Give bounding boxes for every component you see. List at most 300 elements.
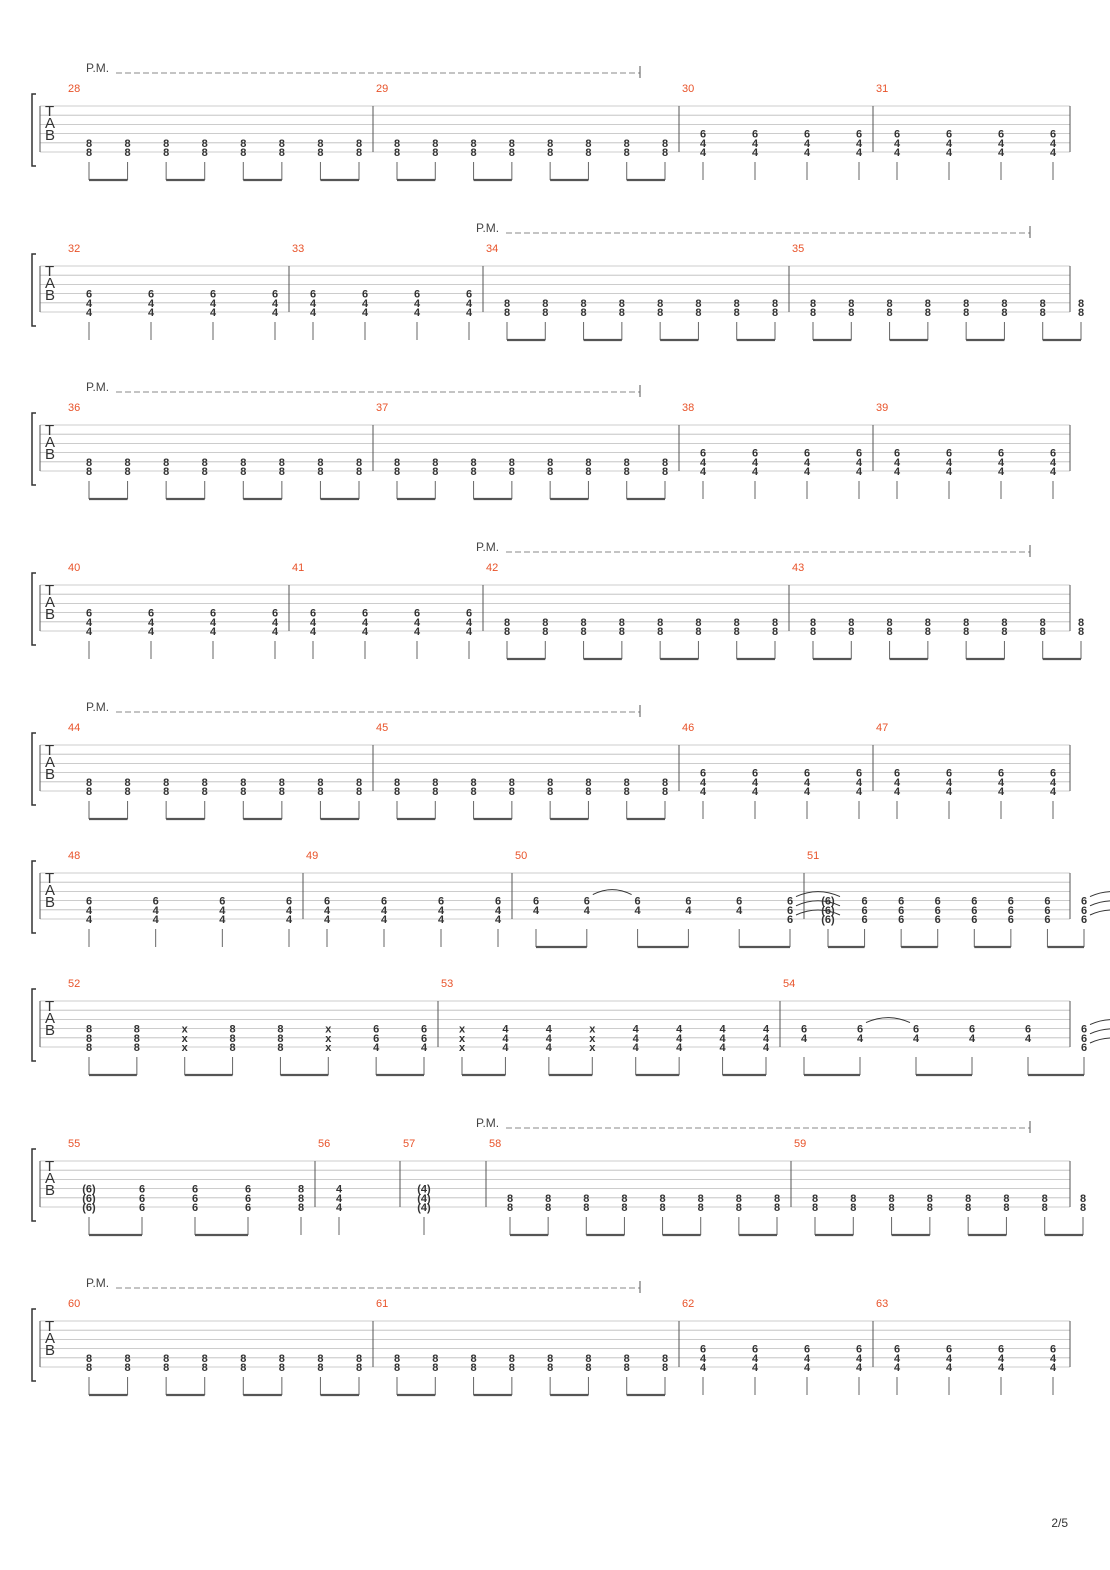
fret-number: 6 — [420, 1023, 428, 1036]
fret-number: 6 — [85, 895, 93, 908]
fret-number: 4 — [997, 466, 1005, 478]
fret-number: 8 — [733, 626, 740, 638]
fret-number: 8 — [317, 456, 324, 469]
tab-clef-letter: T — [45, 582, 55, 599]
tab-clef-letter: A — [45, 882, 56, 899]
fret-number: 8 — [547, 456, 554, 469]
fret-number: (6) — [821, 914, 835, 926]
fret-number: 4 — [945, 1362, 953, 1374]
fret-number: 4 — [335, 1192, 343, 1205]
fret-number: 4 — [147, 626, 155, 638]
fret-number: 8 — [163, 1362, 170, 1374]
fret-number: 4 — [751, 786, 759, 798]
fret-number: 6 — [968, 1023, 976, 1036]
fret-number: 8 — [393, 147, 401, 159]
fret-number: 4 — [465, 307, 473, 319]
fret-number: 6 — [893, 767, 901, 780]
measure-number: 56 — [318, 1138, 331, 1150]
fret-number: 8 — [585, 137, 592, 150]
measure-number: 57 — [403, 1138, 416, 1150]
tab-clef-letter: T — [45, 742, 55, 759]
tie-arc — [866, 1018, 910, 1023]
fret-number: 6 — [413, 607, 421, 620]
fret-number: 6 — [945, 447, 953, 460]
fret-number: 6 — [1024, 1023, 1032, 1036]
tab-system — [32, 221, 1084, 340]
fret-number: 6 — [893, 128, 901, 141]
fret-number: 4 — [893, 147, 901, 159]
fret-number: 8 — [317, 147, 324, 159]
fret-number: 8 — [503, 297, 511, 310]
fret-number: 4 — [85, 307, 93, 319]
fret-number: 4 — [945, 1352, 953, 1365]
fret-number: 8 — [240, 776, 247, 789]
fret-number: 4 — [699, 137, 707, 150]
fret-number: 8 — [503, 307, 511, 319]
fret-number: 8 — [850, 1202, 857, 1214]
fret-number: x — [589, 1042, 596, 1054]
tab-clef-letter: B — [45, 766, 56, 783]
fret-number: 8 — [661, 147, 669, 159]
fret-number: 8 — [771, 626, 779, 638]
fret-number: 4 — [676, 1023, 683, 1036]
tab-system — [32, 380, 1070, 499]
fret-number: 4 — [762, 1042, 770, 1054]
fret-number: 4 — [893, 137, 901, 150]
fret-number: 6 — [309, 288, 317, 301]
fret-number: 8 — [297, 1183, 305, 1196]
fret-number: 4 — [465, 626, 473, 638]
fret-number: 8 — [659, 1192, 666, 1205]
fret-number: 4 — [545, 1023, 552, 1036]
fret-number: 8 — [695, 616, 702, 629]
fret-number: 8 — [163, 466, 170, 478]
palm-mute-label: P.M. — [86, 700, 110, 714]
fret-number: (4) — [417, 1202, 431, 1214]
tab-clef-letter: A — [45, 1330, 56, 1347]
fret-number: 6 — [699, 767, 707, 780]
fret-number: (4) — [417, 1183, 431, 1196]
fret-number: 8 — [735, 1202, 742, 1214]
fret-number: 8 — [965, 1192, 972, 1205]
fret-number: 6 — [912, 1023, 920, 1036]
fret-number: 6 — [855, 767, 863, 780]
fret-number: 8 — [163, 137, 170, 150]
fret-number: 8 — [432, 137, 439, 150]
fret-number: 8 — [278, 137, 285, 150]
system-bracket — [32, 989, 36, 1061]
fret-number: 6 — [997, 767, 1005, 780]
fret-number: 6 — [856, 1023, 864, 1036]
fret-number: 8 — [201, 786, 208, 798]
fret-number: 8 — [393, 776, 401, 789]
fret-number: 8 — [278, 147, 285, 159]
tab-system — [32, 1276, 1070, 1395]
fret-number: 8 — [133, 1023, 140, 1036]
fret-number: 4 — [413, 626, 421, 638]
fret-number: 4 — [803, 466, 811, 478]
page-number: 2/5 — [1051, 1516, 1068, 1530]
fret-number: x — [458, 1023, 466, 1036]
fret-number: 8 — [124, 147, 131, 159]
fret-number: 8 — [470, 137, 477, 150]
fret-number: 4 — [945, 137, 953, 150]
fret-number: 8 — [545, 1192, 552, 1205]
fret-number: 6 — [1044, 904, 1051, 917]
fret-number: 8 — [580, 307, 587, 319]
fret-number: 8 — [85, 1362, 93, 1374]
fret-number: 8 — [657, 297, 664, 310]
fret-number: 4 — [945, 466, 953, 478]
fret-number: 8 — [355, 466, 363, 478]
fret-number: 8 — [201, 1352, 208, 1365]
palm-mute-label: P.M. — [476, 540, 500, 554]
fret-number: 8 — [508, 1362, 515, 1374]
fret-number: 6 — [138, 1202, 146, 1214]
fret-number: x — [325, 1023, 332, 1036]
fret-number: 4 — [494, 904, 502, 917]
fret-number: 6 — [465, 288, 473, 301]
fret-number: 4 — [309, 626, 317, 638]
measure-number: 41 — [292, 562, 305, 574]
fret-number: 4 — [532, 904, 540, 917]
fret-number: 8 — [542, 297, 549, 310]
fret-number: 8 — [201, 466, 208, 478]
fret-number: 4 — [699, 466, 707, 478]
tab-system — [32, 700, 1070, 819]
system-bracket — [32, 861, 36, 933]
tab-clef-letter: B — [45, 446, 56, 463]
fret-number: 8 — [771, 307, 779, 319]
fret-number: 4 — [751, 466, 759, 478]
fret-number: 4 — [751, 1362, 759, 1374]
tab-clef-letter: A — [45, 1170, 56, 1187]
fret-number: 4 — [271, 626, 279, 638]
fret-number: 8 — [163, 786, 170, 798]
fret-number: 8 — [926, 1202, 933, 1214]
fret-number: 6 — [699, 1343, 707, 1356]
fret-number: 8 — [965, 1202, 972, 1214]
fret-number: 6 — [1049, 767, 1057, 780]
fret-number: 4 — [751, 147, 759, 159]
fret-number: 8 — [773, 1202, 781, 1214]
fret-number: 8 — [886, 307, 893, 319]
fret-number: 6 — [861, 904, 868, 917]
fret-number: 4 — [800, 1032, 808, 1045]
measure-number: 50 — [515, 850, 528, 862]
fret-number: 8 — [1039, 297, 1046, 310]
fret-number: 8 — [924, 626, 931, 638]
fret-number: 8 — [1079, 1192, 1087, 1205]
fret-number: 6 — [1049, 1343, 1057, 1356]
fret-number: 4 — [997, 456, 1005, 469]
fret-number: 4 — [309, 307, 317, 319]
fret-number: 6 — [309, 607, 317, 620]
fret-number: 4 — [945, 776, 953, 789]
fret-number: 8 — [963, 626, 970, 638]
fret-number: 8 — [508, 1352, 515, 1365]
fret-number: 6 — [699, 447, 707, 460]
fret-number: 8 — [355, 776, 363, 789]
fret-number: 8 — [229, 1032, 236, 1045]
fret-number: 4 — [945, 456, 953, 469]
fret-number: 4 — [1049, 456, 1057, 469]
fret-number: 6 — [699, 128, 707, 141]
fret-number: 8 — [278, 456, 285, 469]
fret-number: 8 — [924, 307, 931, 319]
fret-number: 6 — [855, 1343, 863, 1356]
fret-number: 6 — [945, 767, 953, 780]
fret-number: 6 — [898, 895, 905, 908]
measure-number: 59 — [794, 1138, 807, 1150]
palm-mute-label: P.M. — [86, 1276, 110, 1290]
fret-number: 8 — [888, 1192, 895, 1205]
measure-number: 42 — [486, 562, 499, 574]
fret-number: x — [325, 1032, 332, 1045]
fret-number: 8 — [848, 616, 855, 629]
fret-number: 8 — [621, 1202, 628, 1214]
fret-number: 6 — [786, 895, 794, 908]
fret-number: 8 — [547, 786, 554, 798]
fret-number: 8 — [886, 626, 893, 638]
measure-number: 55 — [68, 1138, 81, 1150]
fret-number: 4 — [1024, 1032, 1032, 1045]
fret-number: 6 — [413, 288, 421, 301]
fret-number: 8 — [618, 307, 625, 319]
fret-number: 8 — [542, 616, 549, 629]
fret-number: 8 — [661, 786, 669, 798]
fret-number: 8 — [695, 307, 702, 319]
tab-clef-letter: A — [45, 754, 56, 771]
fret-number: 8 — [85, 1032, 93, 1045]
fret-number: 8 — [585, 1352, 592, 1365]
fret-number: 4 — [413, 297, 421, 310]
fret-number: 8 — [470, 147, 477, 159]
fret-number: 8 — [470, 1352, 477, 1365]
fret-number: 4 — [465, 616, 473, 629]
fret-number: 4 — [803, 147, 811, 159]
fret-number: 8 — [124, 1352, 131, 1365]
fret-number: 8 — [1077, 307, 1085, 319]
fret-number: 8 — [623, 137, 630, 150]
fret-number: 4 — [699, 456, 707, 469]
fret-number: 4 — [893, 1352, 901, 1365]
measure-number: 60 — [68, 1298, 81, 1310]
fret-number: 8 — [585, 776, 592, 789]
fret-number: 8 — [773, 1192, 781, 1205]
measure-number: 63 — [876, 1298, 889, 1310]
fret-number: 6 — [494, 895, 502, 908]
fret-number: 8 — [470, 786, 477, 798]
fret-number: 6 — [803, 767, 811, 780]
fret-number: 6 — [1007, 914, 1014, 926]
fret-number: 8 — [1003, 1202, 1010, 1214]
fret-number: 4 — [632, 1042, 639, 1054]
fret-number: 4 — [751, 1352, 759, 1365]
fret-number: 8 — [124, 456, 131, 469]
fret-number: 4 — [271, 616, 279, 629]
fret-number: 4 — [373, 1042, 380, 1054]
tab-clef-letter: A — [45, 115, 56, 132]
fret-number: 6 — [861, 895, 868, 908]
measure-number: 52 — [68, 978, 81, 990]
fret-number: 6 — [971, 904, 978, 917]
fret-number: 4 — [209, 626, 217, 638]
fret-number: (6) — [82, 1202, 96, 1214]
fret-number: 8 — [1039, 626, 1046, 638]
fret-number: 4 — [855, 776, 863, 789]
fret-number: 8 — [618, 297, 625, 310]
fret-number: 8 — [85, 456, 93, 469]
fret-number: 8 — [1077, 297, 1085, 310]
fret-number: 8 — [278, 786, 285, 798]
fret-number: 8 — [886, 616, 893, 629]
fret-number: 8 — [661, 456, 669, 469]
fret-number: 8 — [163, 456, 170, 469]
fret-number: 8 — [163, 776, 170, 789]
fret-number: 8 — [623, 776, 630, 789]
fret-number: x — [589, 1023, 596, 1036]
fret-number: 4 — [893, 786, 901, 798]
fret-number: 8 — [661, 776, 669, 789]
fret-number: 8 — [432, 147, 439, 159]
fret-number: 4 — [945, 786, 953, 798]
fret-number: 6 — [323, 895, 331, 908]
fret-number: 8 — [393, 1352, 401, 1365]
fret-number: 6 — [191, 1202, 199, 1214]
fret-number: 4 — [719, 1032, 726, 1045]
tie-arc — [593, 890, 632, 895]
fret-number: 8 — [240, 147, 247, 159]
fret-number: 4 — [285, 914, 293, 926]
fret-number: 8 — [432, 1362, 439, 1374]
fret-number: 4 — [545, 1032, 552, 1045]
fret-number: 8 — [355, 1352, 363, 1365]
tab-clef-letter: T — [45, 870, 55, 887]
fret-number: 6 — [271, 607, 279, 620]
fret-number: 8 — [585, 466, 592, 478]
fret-number: 6 — [1080, 1032, 1088, 1045]
fret-number: 8 — [542, 626, 549, 638]
fret-number: 4 — [413, 616, 421, 629]
fret-number: 8 — [317, 1352, 324, 1365]
fret-number: 8 — [623, 147, 630, 159]
fret-number: 8 — [432, 786, 439, 798]
fret-number: 4 — [309, 297, 317, 310]
fret-number: 4 — [209, 616, 217, 629]
fret-number: 6 — [1049, 447, 1057, 460]
fret-number: 8 — [924, 616, 931, 629]
fret-number: 8 — [850, 1192, 857, 1205]
fret-number: 8 — [229, 1023, 236, 1036]
fret-number: (6) — [821, 904, 835, 917]
fret-number: 4 — [634, 904, 641, 917]
fret-number: 8 — [85, 466, 93, 478]
fret-number: 8 — [229, 1042, 236, 1054]
fret-number: 6 — [138, 1192, 146, 1205]
fret-number: 4 — [893, 456, 901, 469]
palm-mute-label: P.M. — [86, 380, 110, 394]
fret-number: 4 — [912, 1032, 920, 1045]
fret-number: 8 — [124, 466, 131, 478]
fret-number: 6 — [373, 1032, 380, 1045]
tab-system — [32, 850, 1110, 947]
fret-number: 6 — [85, 607, 93, 620]
fret-number: 8 — [657, 616, 664, 629]
fret-number: 6 — [861, 914, 868, 926]
fret-number: 8 — [355, 1362, 363, 1374]
fret-number: 8 — [580, 626, 587, 638]
fret-number: 8 — [201, 776, 208, 789]
fret-number: 6 — [786, 904, 794, 917]
fret-number: 6 — [285, 895, 293, 908]
fret-number: 6 — [803, 447, 811, 460]
fret-number: 6 — [244, 1192, 252, 1205]
fret-number: 8 — [695, 626, 702, 638]
fret-number: 8 — [508, 137, 515, 150]
fret-number: 6 — [971, 895, 978, 908]
fret-number: 8 — [503, 616, 511, 629]
fret-number: 8 — [697, 1202, 704, 1214]
fret-number: 4 — [855, 1362, 863, 1374]
fret-number: 8 — [657, 626, 664, 638]
fret-number: 8 — [85, 147, 93, 159]
fret-number: 8 — [124, 786, 131, 798]
fret-number: 6 — [855, 447, 863, 460]
fret-number: 8 — [85, 1352, 93, 1365]
fret-number: 8 — [393, 466, 401, 478]
fret-number: 4 — [413, 307, 421, 319]
tie-arc — [1090, 892, 1110, 897]
fret-number: 8 — [771, 616, 779, 629]
fret-number: 8 — [393, 1362, 401, 1374]
fret-number: 8 — [580, 297, 587, 310]
fret-number: 4 — [323, 914, 331, 926]
fret-number: 8 — [240, 137, 247, 150]
fret-number: 4 — [494, 914, 502, 926]
fret-number: 6 — [244, 1202, 252, 1214]
fret-number: 4 — [219, 904, 226, 917]
fret-number: 4 — [335, 1183, 343, 1196]
fret-number: 4 — [361, 626, 369, 638]
fret-number: 8 — [585, 147, 592, 159]
fret-number: 4 — [699, 776, 707, 789]
fret-number: 6 — [803, 128, 811, 141]
fret-number: 8 — [733, 616, 740, 629]
fret-number: (6) — [82, 1183, 96, 1196]
fret-number: x — [181, 1042, 188, 1054]
fret-number: 4 — [152, 914, 159, 926]
fret-number: 4 — [271, 297, 279, 310]
fret-number: 8 — [547, 776, 554, 789]
measure-number: 45 — [376, 722, 389, 734]
fret-number: 8 — [432, 1352, 439, 1365]
fret-number: 8 — [848, 307, 855, 319]
tab-clef-letter: A — [45, 1010, 56, 1027]
fret-number: 4 — [1049, 466, 1057, 478]
fret-number: 8 — [240, 456, 247, 469]
fret-number: 4 — [803, 456, 811, 469]
measure-number: 43 — [792, 562, 805, 574]
system-bracket — [32, 1309, 36, 1381]
fret-number: 8 — [1001, 297, 1008, 310]
fret-number: 4 — [803, 137, 811, 150]
fret-number: 4 — [751, 776, 759, 789]
fret-number: 8 — [811, 1202, 819, 1214]
fret-number: 6 — [380, 895, 388, 908]
fret-number: 8 — [355, 137, 363, 150]
fret-number: 4 — [699, 786, 707, 798]
